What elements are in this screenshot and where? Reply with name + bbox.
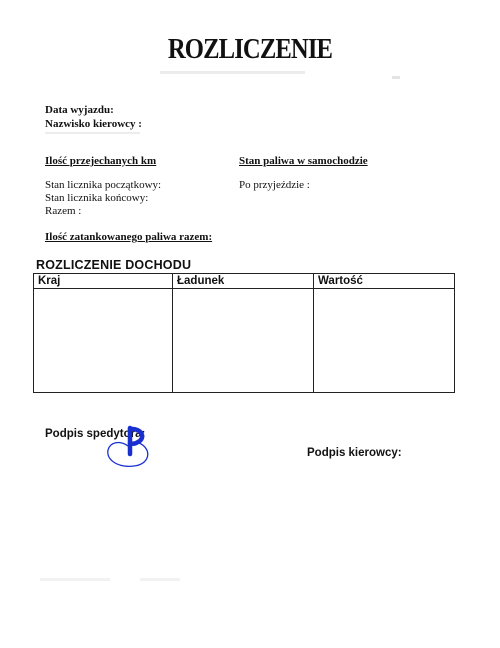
fuel-section-label: Stan paliwa w samochodzie [239, 155, 368, 167]
scan-artifact [140, 578, 180, 581]
handwritten-signature-mark [100, 420, 160, 472]
income-table [33, 273, 455, 393]
on-arrival-label: Po przyjeździe : [239, 179, 310, 191]
driver-signature-label: Podpis kierowcy: [307, 447, 402, 459]
scan-artifact [160, 71, 305, 74]
scan-artifact [392, 76, 400, 79]
km-section-label: Ilość przejechanych km [45, 155, 157, 167]
odometer-end-label: Stan licznika końcowy: [45, 192, 149, 204]
scan-artifact [45, 132, 140, 134]
table-header-row [34, 274, 455, 289]
total-label: Razem : [45, 205, 82, 217]
trip-date-label: Data wyjazdu: [45, 104, 114, 116]
table-cell-country [34, 289, 173, 393]
scan-artifact [40, 578, 110, 581]
table-row [34, 289, 455, 393]
income-section-title: ROZLICZENIE DOCHODU [36, 258, 192, 272]
odometer-start-label: Stan licznika początkowy: [45, 179, 162, 191]
column-header-cargo: Ładunek [173, 274, 314, 289]
column-header-country: Kraj [34, 274, 173, 289]
column-header-value: Wartość [314, 274, 455, 289]
forwarder-signature-label: Podpis spedytora: [45, 428, 146, 440]
table-cell-value [314, 289, 455, 393]
driver-name-label: Nazwisko kierowcy : [45, 118, 142, 130]
document-title: ROZLICZENIE [167, 34, 333, 65]
refueled-total-label: Ilość zatankowanego paliwa razem: [45, 231, 213, 243]
table-cell-cargo [173, 289, 314, 393]
